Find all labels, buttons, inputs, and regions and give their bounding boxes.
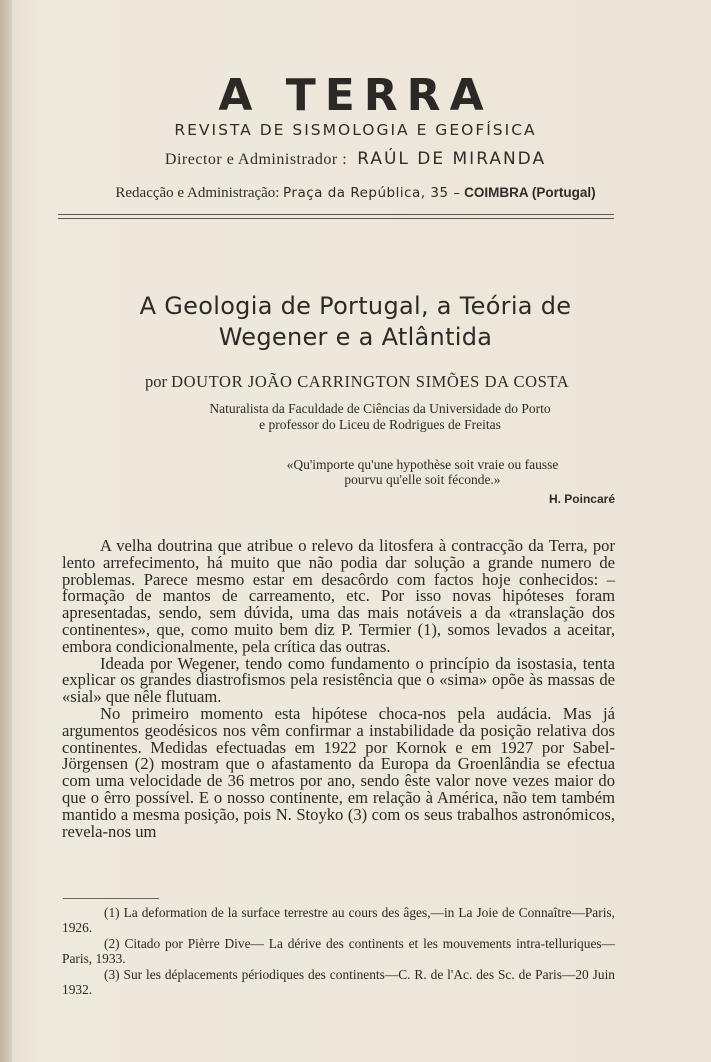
article-title-line-2: Wegener e a Atlântida — [218, 323, 493, 351]
author-prefix: por — [145, 372, 167, 391]
footnotes — [62, 905, 615, 997]
masthead-rule-bottom — [58, 218, 614, 219]
director-name: RAÚL DE MIRANDA — [357, 149, 547, 169]
masthead-address — [0, 185, 711, 202]
body-paragraph-2: Ideada por Wegener, tendo como fundamento o princípio da isostasia, tenta explicar os grandes diastrofismos pela resistência que o «sima» opõe às massas de «sial» que nêle flutuam. — [62, 653, 615, 707]
author-name: DOUTOR JOÃO CARRINGTON SIMÕES DA COSTA — [171, 372, 570, 391]
epigraph-line-1: «Qu'importe qu'une hypothèse soit vraie ou fausse — [286, 457, 559, 472]
affiliation-line-1: Naturalista da Faculdade de Ciências da Universidade do Porto — [209, 401, 551, 416]
epigraph-line-2: pourvu qu'elle soit féconde.» — [344, 472, 501, 487]
masthead-subtitle: REVISTA DE SISMOLOGIA E GEOFÍSICA — [174, 121, 537, 139]
article-body — [62, 538, 615, 840]
footnote-3: (3) Sur les déplacements périodiques des continents—C. R. de l'Ac. des Sc. de Paris—20 Juin 1932. — [62, 966, 615, 998]
director-label: Director e Administrador : — [164, 151, 348, 168]
body-paragraph-1: A velha doutrina que atribue o relevo da litosfera à contracção da Terra, por lento arrefecimento, há muito que não podia dar solução a grande numero de problemas. Parece mesmo estar em desacôrdo com factos hoje conhecidos: – formação de mantos de carreamento, etc. Por isso novas hipóteses foram apresentadas, sendo, sem dúvida, uma das mais notáveis a da «translação dos continentes», que, como muito bem diz P. Termier (1), somos levados a aceitar, embora condicionalmente, pela crítica das outras. — [62, 536, 615, 656]
masthead-title: A TERRA — [218, 70, 493, 121]
footnote-separator — [63, 898, 159, 899]
body-paragraph-3: No primeiro momento esta hipótese choca-nos pela audácia. Mas já argumentos geodésicos nos vêm confirmar a instabilidade da posição relativa dos continentes. Medidas efectuadas em 1922 por Kornok e em 1927 por Sabel-Jörgensen (2) mostram que o afastamento da Europa da Groenlândia se efectua com uma velocidade de 36 metros por ano, sendo êste valor nove vezes maior do que o êrro possível. E o nosso continente, em relação à América, não tem também mantido a mesma posição, pois N. Stoyko (3) com os seus trabalhos astronómicos, revela-nos um — [62, 703, 615, 841]
redaccao-city: COIMBRA (Portugal) — [464, 185, 596, 200]
redaccao-address: Praça da República, 35 – — [282, 185, 461, 201]
masthead-rule-top — [58, 214, 614, 215]
epigraph-author: H. Poincaré — [548, 492, 615, 506]
masthead-director — [0, 149, 711, 169]
article-title-line-1: A Geologia de Portugal, a Teória de — [139, 292, 572, 320]
redaccao-label: Redacção e Administração: — [115, 185, 280, 201]
author-affiliation — [120, 401, 640, 433]
affiliation-line-2: e professor do Liceu de Rodrigues de Freitas — [259, 417, 501, 432]
epigraph — [230, 457, 615, 507]
article-author — [145, 372, 569, 392]
article-title — [0, 291, 711, 353]
footnote-2: (2) Citado por Pièrre Dive— La dérive des continents et les mouvements intra-telluriques—Paris, 1933. — [62, 935, 615, 967]
footnote-1: (1) La deformation de la surface terrestre au cours des âges,—in La Joie de Connaître—Paris, 1926. — [62, 905, 615, 936]
